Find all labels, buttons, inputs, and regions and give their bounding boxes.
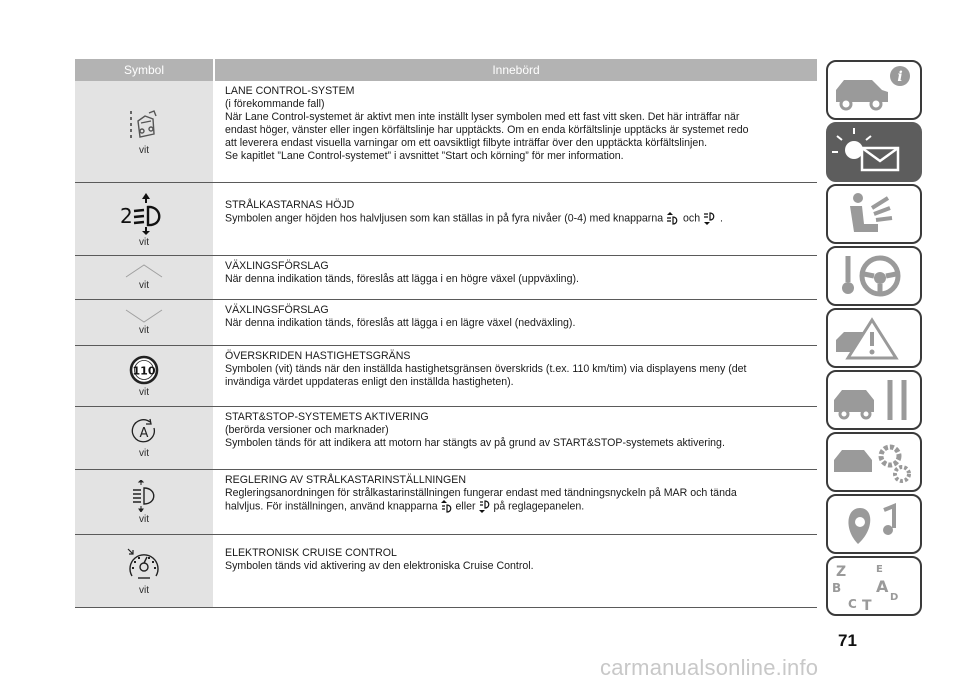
start-stop-letter: A: [139, 425, 149, 441]
table-row: [75, 300, 817, 346]
symbol-color-label: vit: [139, 145, 149, 156]
symbol-color-label: vit: [139, 513, 149, 525]
header-meaning: Innebörd: [213, 59, 817, 81]
headlight-down-button-icon: [479, 500, 491, 513]
symbol-color-label: vit: [139, 280, 149, 291]
description-cell: [213, 81, 817, 182]
headlight-level-icon: [118, 191, 170, 235]
description-text: .: [720, 212, 723, 225]
description-cell: [213, 183, 817, 255]
headlight-adjust-icon: [129, 480, 159, 512]
tab-car-info[interactable]: [826, 60, 922, 120]
tab-emergency[interactable]: [826, 308, 922, 368]
description-line: (berörda versioner och marknader): [225, 424, 389, 436]
tab-safety[interactable]: [826, 184, 922, 244]
index-letter: B: [832, 581, 842, 595]
description-line: invändiga värdet uppdateras enligt den inställda hastigheten).: [225, 376, 514, 388]
symbol-cell: [75, 346, 213, 406]
symbol-color-label: vit: [139, 447, 149, 459]
description-line: [225, 500, 811, 513]
row-title: START&STOP-SYSTEMETS AKTIVERING: [225, 411, 429, 423]
row-title: LANE CONTROL-SYSTEM: [225, 85, 355, 97]
symbol-cell: [75, 470, 213, 534]
symbol-cell: [75, 407, 213, 469]
symbol-color-label: vit: [139, 584, 149, 596]
description-text: och: [683, 212, 701, 225]
table-row: [75, 183, 817, 256]
symbol-cell: [75, 183, 213, 255]
index-letter: T: [862, 598, 872, 614]
headlight-down-button-icon: [703, 212, 717, 225]
symbol-cell: [75, 81, 213, 182]
headlight-up-button-icon: [666, 212, 680, 225]
table-row: [75, 81, 817, 183]
page-number: 71: [838, 631, 857, 650]
description-text: halvljus. För inställningen, använd knapparna: [225, 500, 438, 513]
description-line: [225, 212, 811, 225]
svg-text:2: 2: [120, 203, 133, 228]
table-row: [75, 346, 817, 407]
seat-airbag-icon: [828, 186, 920, 242]
navigation-music-icon: [828, 496, 920, 552]
watermark: carmanualsonline.info: [600, 655, 819, 680]
tab-index[interactable]: [826, 556, 922, 616]
description-line: att leverera endast visuella varningar om ett oavsiktligt filbyte inträffar över den upptäckta körfältslinjen.: [225, 137, 708, 149]
start-stop-icon: [130, 418, 158, 446]
tab-starting-driving[interactable]: [826, 246, 922, 306]
downshift-arrow-icon: [124, 309, 164, 323]
symbol-cell: [75, 300, 213, 345]
description-line: Regleringsanordningen för strålkastarinställningen fungerar endast med tändningsnyckeln på MAR och tända: [225, 487, 737, 499]
symbol-cell: [75, 535, 213, 607]
description-line: (i förekommande fall): [225, 98, 325, 110]
index-letter: D: [890, 592, 899, 603]
speed-limit-value: 110: [132, 364, 156, 377]
description-text: eller: [455, 500, 476, 513]
tab-multimedia[interactable]: [826, 494, 922, 554]
index-letter: C: [848, 597, 857, 611]
tab-maintenance[interactable]: [826, 370, 922, 430]
description-text: på reglagepanelen.: [493, 500, 585, 513]
description-line: Symbolen (vit) tänds när den inställda hastighetsgränsen överskrids (t.ex. 110 km/tim) via displayens meny (det: [225, 363, 747, 375]
car-gears-icon: [828, 434, 920, 490]
description-text: Symbolen anger höjden hos halvljusen som kan ställas in på fyra nivåer (0-4) med knapparna: [225, 212, 664, 225]
description-line: Symbolen tänds för att indikera att motorn har stängts av på grund av START&STOP-systemets aktivering.: [225, 437, 725, 449]
description-line: När denna indikation tänds, föreslås att lägga i en lägre växel (nedväxling).: [225, 317, 576, 329]
cruise-control-icon: [124, 547, 164, 583]
symbol-color-label: vit: [139, 386, 149, 398]
table-row: [75, 407, 817, 470]
description-cell: [213, 407, 817, 469]
description-cell: [213, 535, 817, 607]
headlight-up-button-icon: [441, 500, 453, 513]
index-letter: A: [876, 577, 889, 596]
car-info-icon: [828, 62, 920, 118]
row-title: VÄXLINGSFÖRSLAG: [225, 304, 329, 316]
row-title: STRÅLKASTARNAS HÖJD: [225, 199, 355, 211]
table-row: [75, 256, 817, 300]
description-cell: [213, 300, 817, 345]
steering-wheel-key-icon: [828, 248, 920, 304]
row-title: ELEKTRONISK CRUISE CONTROL: [225, 547, 397, 559]
header-symbol: Symbol: [123, 63, 164, 77]
symbol-color-label: vit: [139, 325, 149, 336]
warning-light-message-icon: [828, 124, 920, 180]
description-cell: [213, 256, 817, 299]
lane-control-icon: [127, 107, 161, 143]
index-letter: E: [876, 564, 883, 575]
description-line: endast höger, vänster eller ingen körfältslinje har upptäckts. Om en enda körfältslinje upptäcks är systemet redo: [225, 124, 749, 136]
tab-warning-lights[interactable]: [826, 122, 922, 182]
table-header: [75, 59, 817, 81]
symbol-cell: [75, 256, 213, 299]
row-title: ÖVERSKRIDEN HASTIGHETSGRÄNS: [225, 350, 411, 362]
symbol-color-label: vit: [139, 236, 149, 248]
description-cell: [213, 470, 817, 534]
car-wrench-icon: [828, 372, 920, 428]
index-letter: Z: [836, 564, 847, 580]
row-title: REGLERING AV STRÅLKASTARINSTÄLLNINGEN: [225, 474, 466, 486]
description-line: När Lane Control-systemet är aktivt men inte inställt lyser symbolen med ett fast vitt sken. Det här inträffar när: [225, 111, 740, 123]
table-row: [75, 470, 817, 535]
description-line: Symbolen tänds vid aktivering av den elektroniska Cruise Control.: [225, 560, 534, 572]
tab-technical-data[interactable]: [826, 432, 922, 492]
symbol-table: [75, 59, 817, 608]
description-line: Se kapitlet ”Lane Control-systemet” i avsnittet ”Start och körning” för mer information.: [225, 150, 624, 162]
alphabet-index-icon: [828, 558, 920, 614]
speed-limit-110-icon: [129, 355, 159, 385]
row-title: VÄXLINGSFÖRSLAG: [225, 260, 329, 272]
svg-text:i: i: [897, 69, 903, 85]
description-line: När denna indikation tänds, föreslås att lägga i en högre växel (uppväxling).: [225, 273, 579, 285]
car-crash-warning-icon: [828, 310, 920, 366]
table-row: [75, 535, 817, 608]
upshift-arrow-icon: [124, 264, 164, 278]
description-cell: [213, 346, 817, 406]
